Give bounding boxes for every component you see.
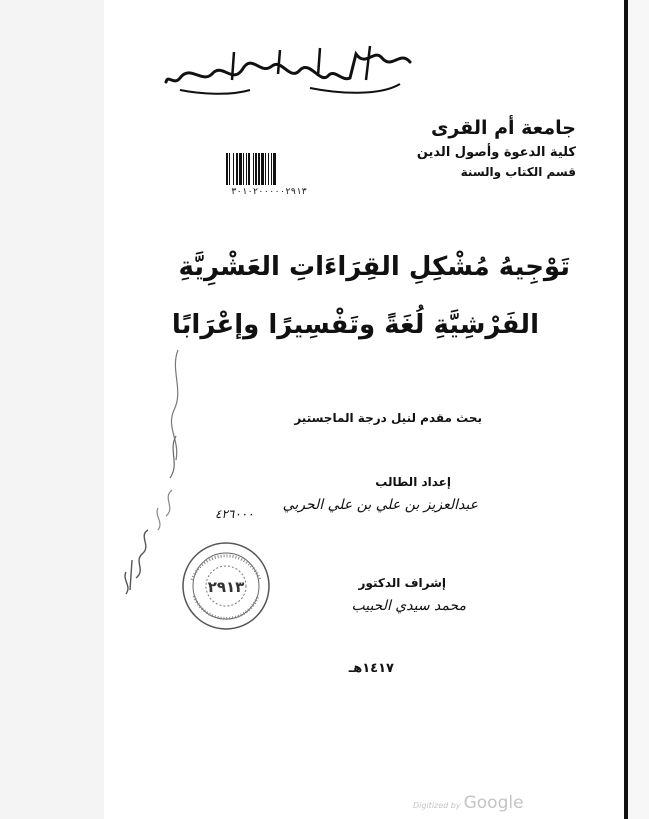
barcode-bar <box>253 153 254 185</box>
watermark-brand: Google <box>463 793 524 813</box>
barcode-bar <box>239 153 242 185</box>
barcode-number: ٣٠١٠٢٠٠٠٠٠٢٩١٣ <box>231 187 307 197</box>
hijri-date: ١٤١٧هـ <box>348 661 394 676</box>
supervisor-name: محمد سيدي الحبيب <box>351 598 466 614</box>
barcode-bar <box>265 153 266 185</box>
barcode-bar <box>236 153 238 185</box>
university-stamp <box>180 540 272 632</box>
barcode-bar <box>268 153 269 185</box>
barcode-bar <box>229 153 230 185</box>
barcode-bar <box>243 153 244 185</box>
barcode-bar <box>261 153 264 185</box>
google-watermark <box>413 793 524 813</box>
supervised-by-label: إشراف الدكتور <box>358 576 446 590</box>
barcode-bar <box>255 153 257 185</box>
barcode-bar <box>246 153 247 185</box>
stamp-number: ٢٩١٣ <box>207 578 245 596</box>
department-name: قسم الكتاب والسنة <box>460 165 576 179</box>
barcode-bar <box>233 153 234 185</box>
barcode-bar <box>258 153 260 185</box>
barcode-bar <box>273 153 276 185</box>
student-name: عبدالعزيز بن علي بن علي الحربي <box>282 497 478 513</box>
college-name: كلية الدعوة وأصول الدين <box>416 145 576 160</box>
thesis-title-line-1: تَوْجِيهُ مُشْكِلِ القِرَاءَاتِ العَشْرِيَّةِ <box>178 252 570 282</box>
thesis-title-line-2: الفَرْشِيَّةِ لُغَةً وتَفْسِيرًا وإعْرَابًا <box>171 310 539 340</box>
barcode <box>225 153 305 185</box>
barcode-bar <box>271 153 272 185</box>
research-note: بحث مقدم لنيل درجة الماجستير <box>294 411 482 425</box>
barcode-bar <box>226 153 228 185</box>
university-name: جامعة أم القرى <box>430 117 576 139</box>
scan-left-margin <box>0 0 104 819</box>
barcode-bar <box>248 153 250 185</box>
basmala-calligraphy <box>160 40 420 100</box>
student-number: ٤٢٦٠٠٠ <box>215 507 254 521</box>
prepared-by-label: إعداد الطالب <box>375 475 451 489</box>
watermark-prefix: Digitized by <box>413 801 461 810</box>
scan-right-margin <box>628 0 649 819</box>
